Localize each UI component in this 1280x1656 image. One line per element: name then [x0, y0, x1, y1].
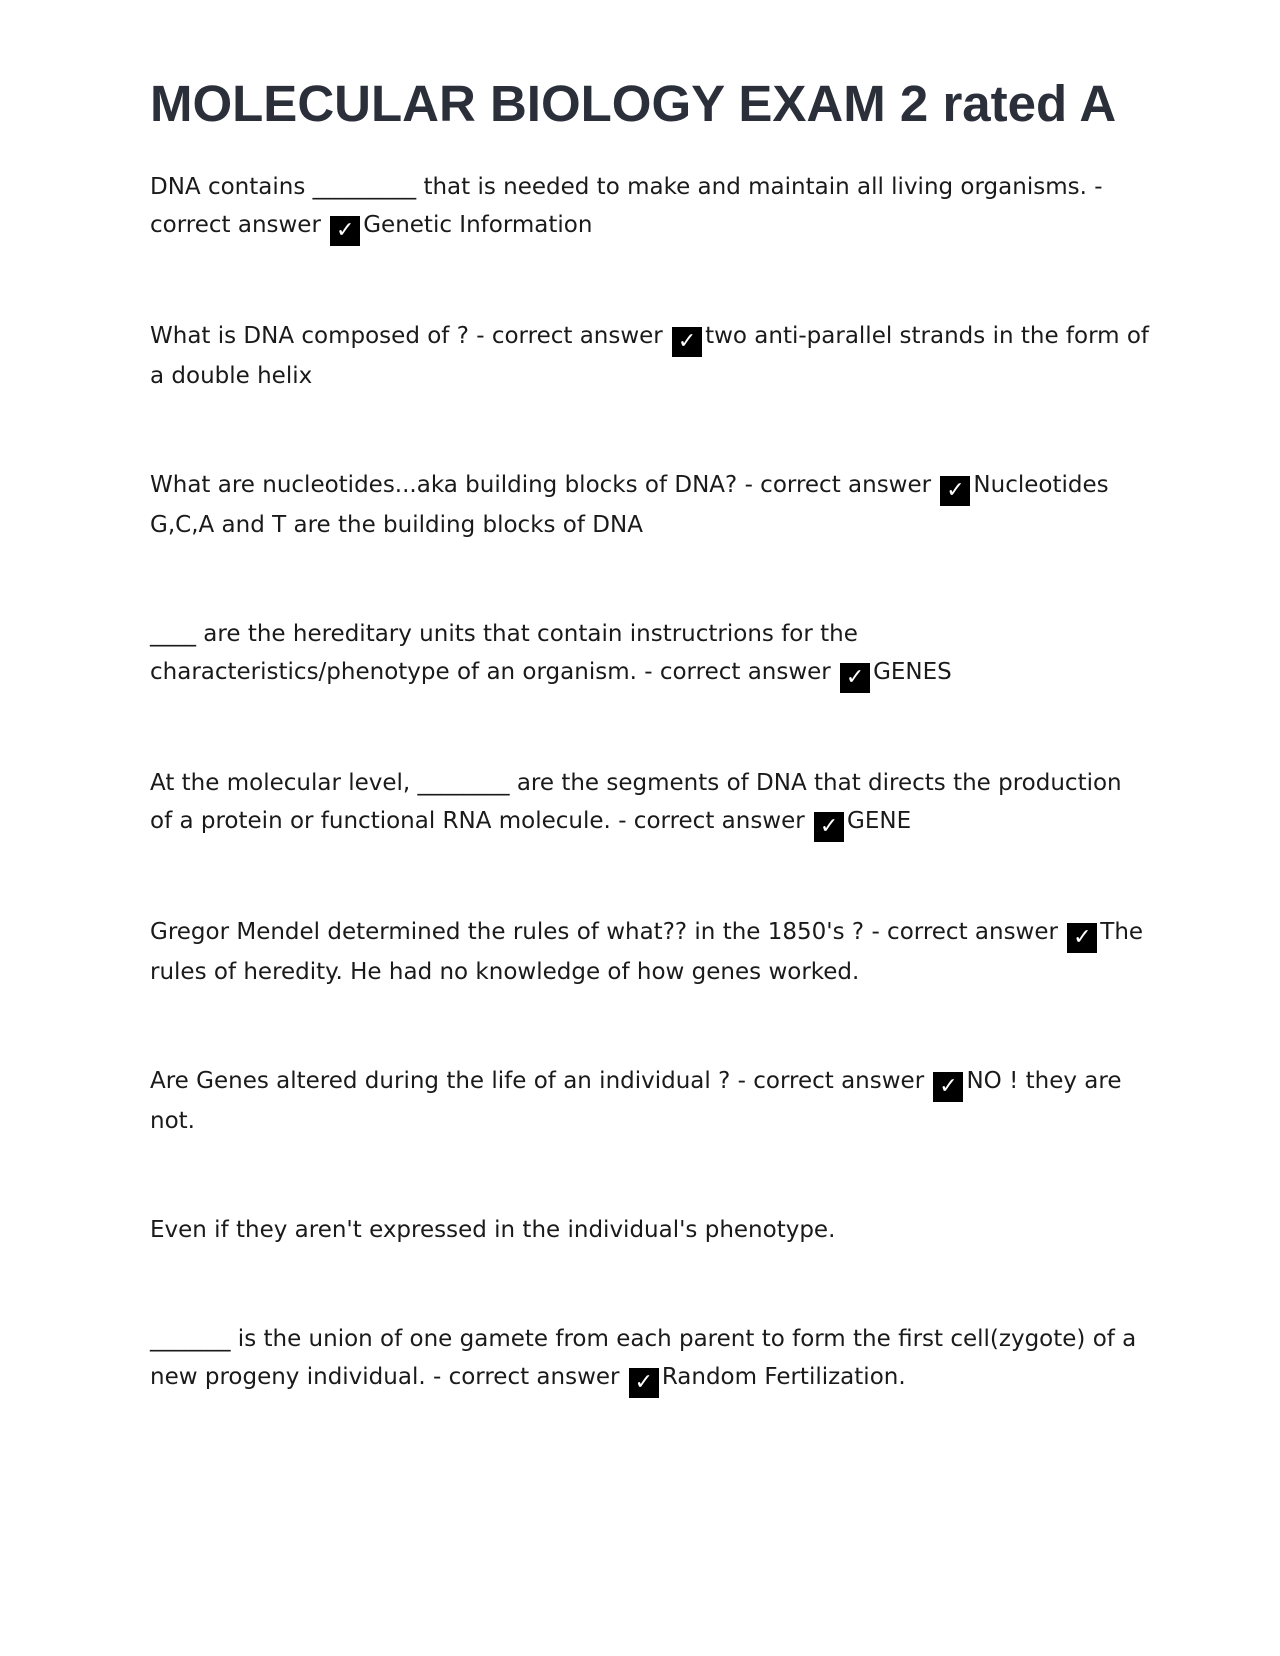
question-text: ____ are the hereditary units that contain instructrions for the characteristics/phenotype of an organism. — [150, 621, 858, 685]
answer-text: two anti-parallel strands in the form of a double helix — [150, 323, 1150, 389]
question-text: At the molecular level, ________ are the segments of DNA that directs the production of a protein or functional RNA molecule. — [150, 770, 1122, 834]
checkmark-icon: ✓ — [672, 327, 702, 357]
answer-text: NO ! they are not. — [150, 1068, 1122, 1134]
question-text: DNA contains _________ that is needed to make and maintain all living organisms. — [150, 174, 1087, 200]
question-text: What are nucleotides...aka building blocks of DNA? — [150, 472, 738, 498]
document-page — [150, 70, 1150, 1398]
answer-marker: - correct answer — [476, 323, 663, 349]
answer-marker: - correct answer — [871, 919, 1058, 945]
qa-item — [150, 317, 1150, 395]
answer-text: GENE — [847, 808, 912, 834]
checkmark-icon: ✓ — [814, 812, 844, 842]
page-title: MOLECULAR BIOLOGY EXAM 2 rated A — [150, 75, 1117, 132]
note-text: Even if they aren't expressed in the individual's phenotype. — [150, 1217, 836, 1243]
question-text: What is DNA composed of ? — [150, 323, 469, 349]
answer-text: Nucleotides G,C,A and T are the building blocks of DNA — [150, 472, 1109, 538]
qa-item — [150, 764, 1150, 842]
qa-item — [150, 615, 1150, 693]
answer-text: GENES — [873, 659, 952, 685]
answer-text: The rules of heredity. He had no knowledge of how genes worked. — [150, 919, 1144, 985]
qa-item — [150, 1062, 1150, 1140]
checkmark-icon: ✓ — [840, 663, 870, 693]
qa-item — [150, 466, 1150, 544]
checkmark-icon: ✓ — [940, 476, 970, 506]
checkmark-icon: ✓ — [1067, 923, 1097, 953]
answer-text: Random Fertilization. — [661, 1364, 906, 1390]
answer-marker: - correct answer — [744, 472, 932, 498]
answer-text: Genetic Information — [363, 212, 593, 238]
question-text: _______ is the union of one gamete from each parent to form the first cell(zygote) of a new progeny individual. — [150, 1326, 1137, 1390]
checkmark-icon: ✓ — [330, 216, 360, 246]
checkmark-icon: ✓ — [933, 1072, 963, 1102]
question-text: Are Genes altered during the life of an individual ? — [150, 1068, 731, 1094]
checkmark-icon: ✓ — [629, 1368, 659, 1398]
answer-marker: - correct answer — [618, 808, 805, 834]
answer-marker: - correct answer — [737, 1068, 925, 1094]
qa-item — [150, 913, 1150, 991]
qa-item — [150, 168, 1150, 246]
qa-item — [150, 1320, 1150, 1398]
answer-marker: - correct answer — [150, 174, 1103, 238]
question-text: Gregor Mendel determined the rules of what?? in the 1850's ? — [150, 919, 865, 945]
answer-marker: - correct answer — [432, 1364, 620, 1390]
answer-marker: - correct answer — [644, 659, 831, 685]
